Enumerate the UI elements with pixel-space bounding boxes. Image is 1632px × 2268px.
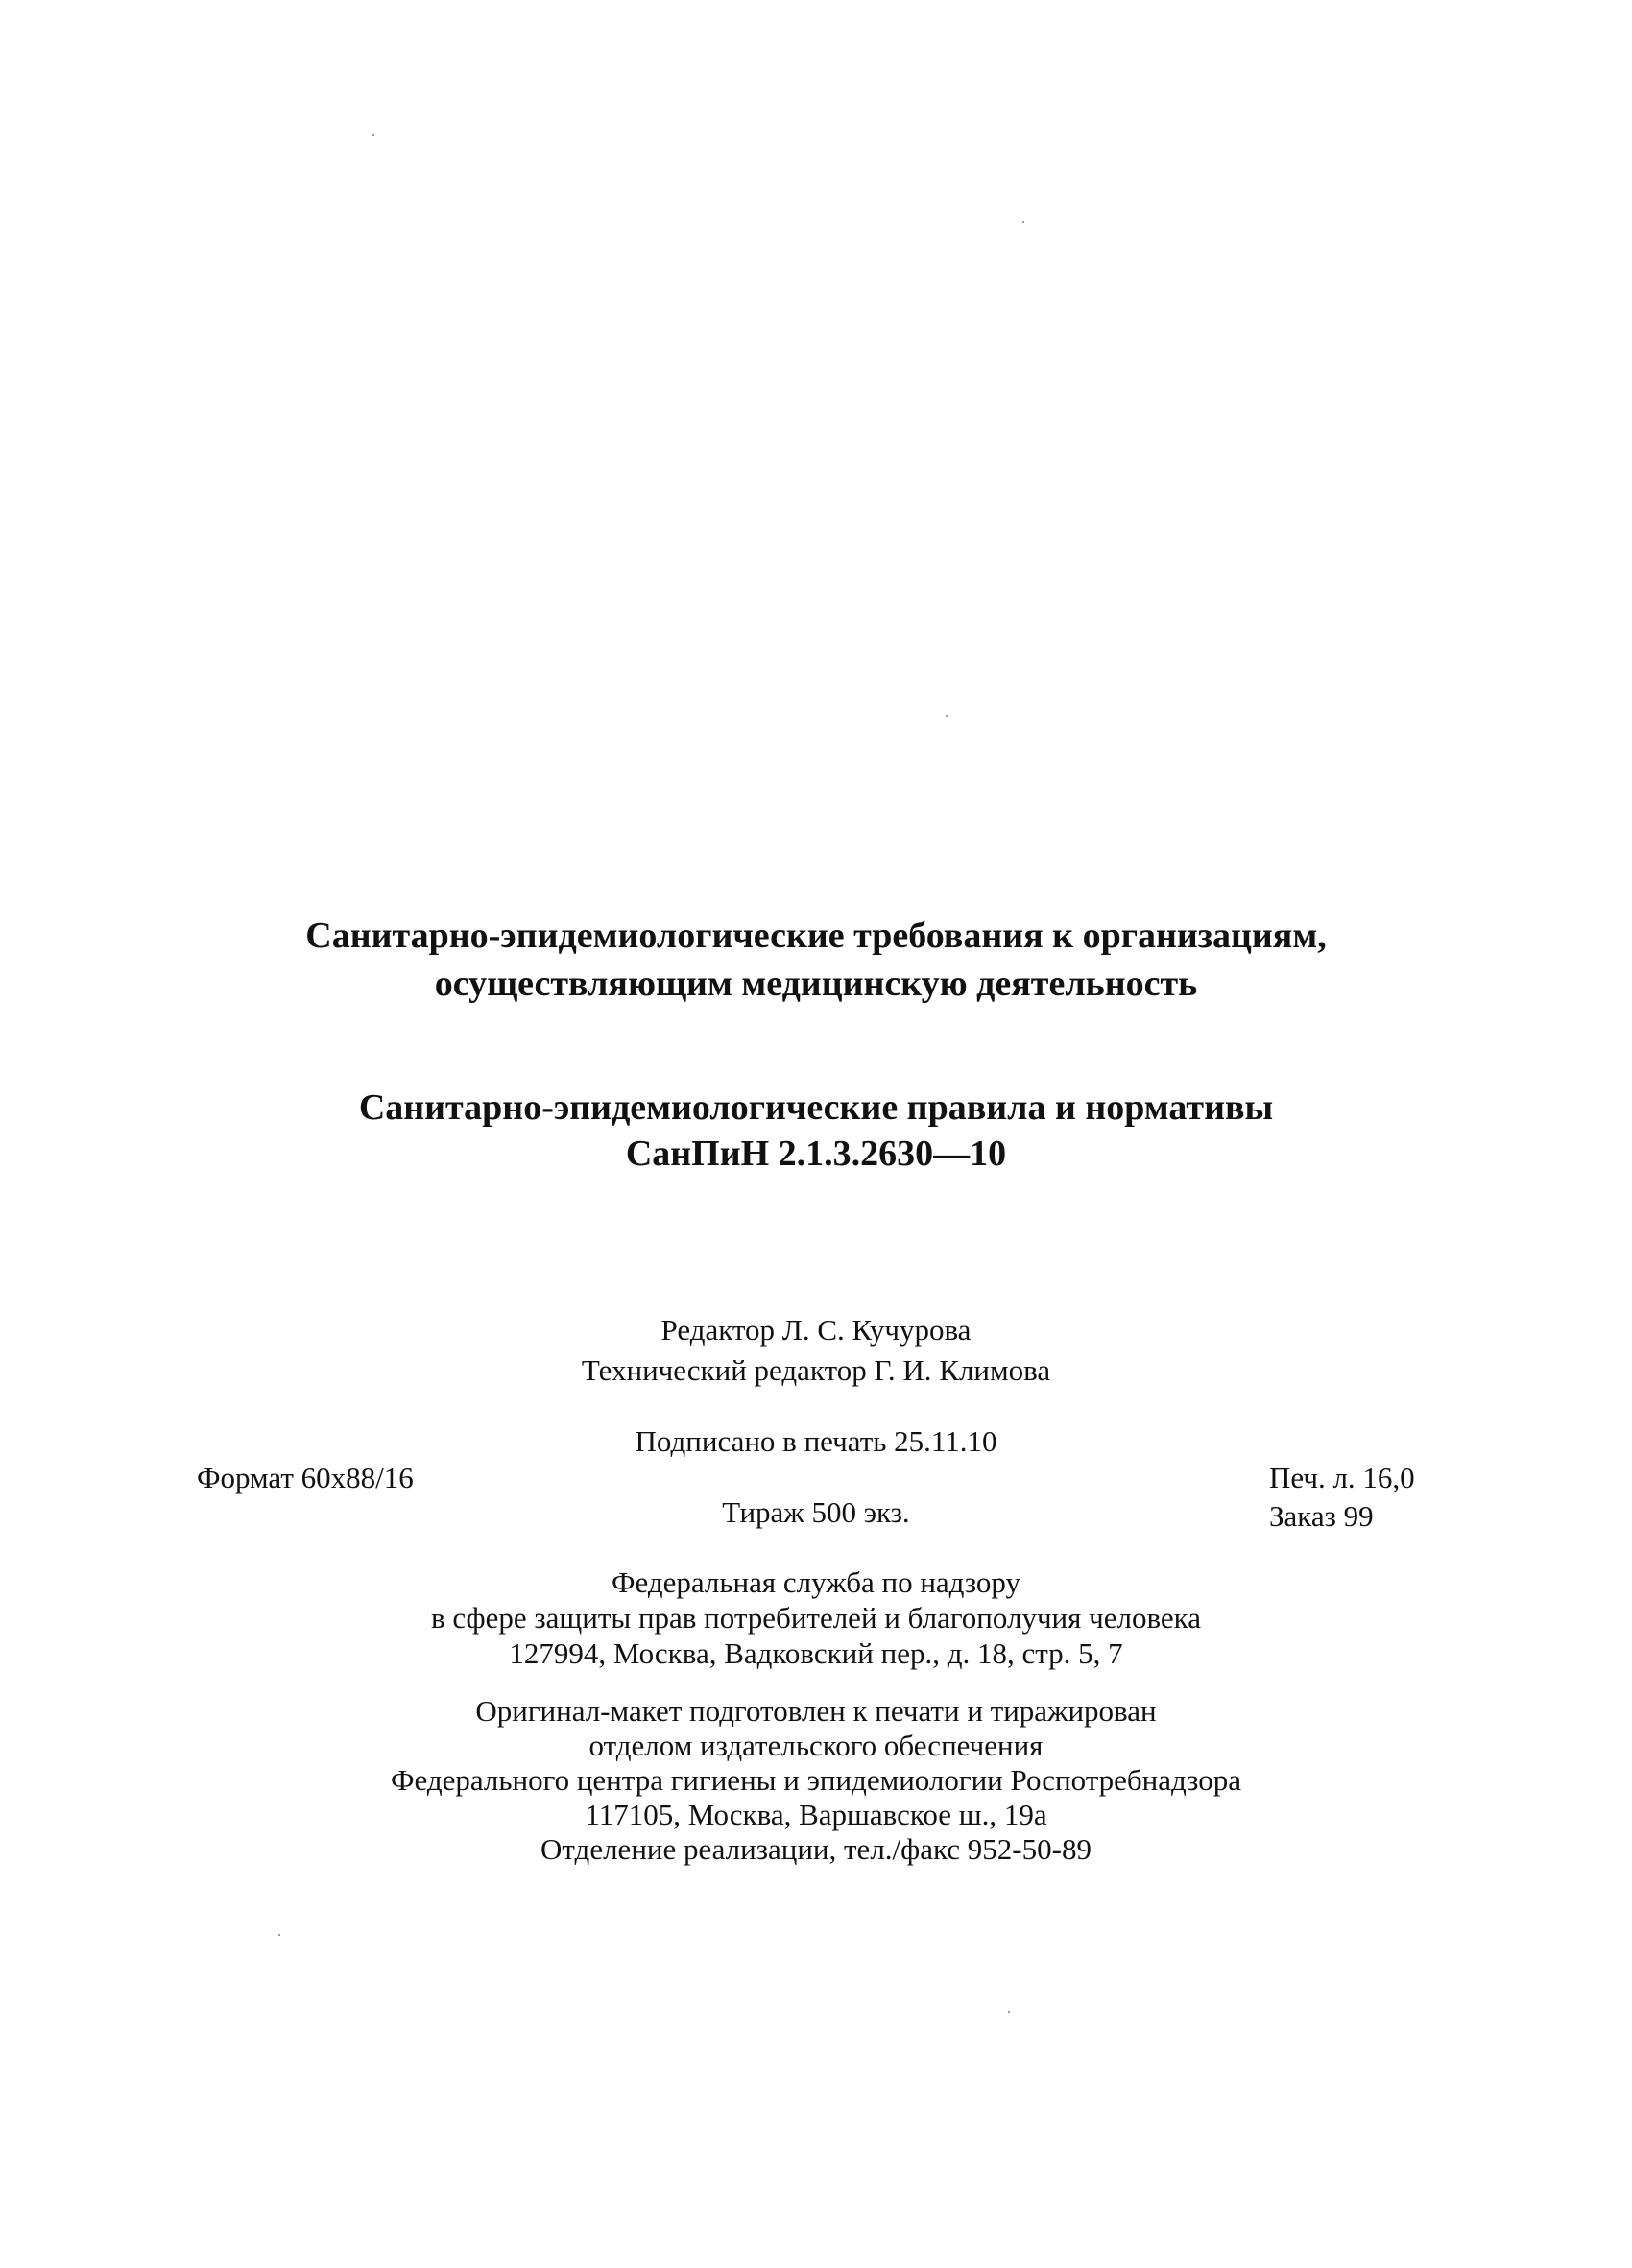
sales-department-contact: Отделение реализации, тел./факс 952-50-89 [540,1832,1092,1866]
original-layout-address: 117105, Москва, Варшавское ш., 19а [585,1798,1047,1831]
original-layout-line-2: отделом издательского обеспечения [588,1729,1044,1762]
original-layout-line-1: Оригинал-макет подготовлен к печати и тиражирован [475,1694,1157,1728]
rules-code: СанПиН 2.1.3.2630—10 [625,1134,1007,1174]
publisher-line-2: в сфере защиты прав потребителей и благополучия человека [430,1601,1202,1635]
credits-block [0,1310,1632,1391]
original-layout-line-3: Федерального центра гигиены и эпидемиологии Роспотребнадзора [391,1763,1241,1797]
original-layout-block [0,1694,1632,1867]
signed-for-print [0,1422,1632,1461]
scan-speck [278,1934,280,1936]
print-run [0,1493,1632,1532]
publisher-block [0,1564,1632,1671]
signed-date: Подписано в печать 25.11.10 [635,1424,997,1458]
rules-title-line-1: Санитарно-эпидемиологические правила и нормативы [358,1087,1274,1128]
printed-sheets: Печ. л. 16,0 [1269,1461,1415,1494]
scan-speck [1008,2011,1010,2013]
publisher-address: 127994, Москва, Вадковский пер., д. 18, стр. 5, 7 [509,1636,1123,1670]
scan-speck [1022,221,1024,223]
document-title-line-2: осуществляющим медицинскую деятельность [434,964,1198,1004]
publisher-line-1: Федеральная служба по надзору [612,1565,1020,1599]
editor-credit: Редактор Л. С. Кучурова [660,1313,972,1347]
print-run-text: Тираж 500 экз. [722,1495,910,1529]
document-title [0,912,1632,1008]
paper-format: Формат 60x88/16 [197,1461,414,1494]
order-number: Заказ 99 [1269,1499,1374,1533]
tech-editor-credit: Технический редактор Г. И. Климова [581,1353,1051,1387]
scan-speck [372,134,374,136]
document-title-line-1: Санитарно-эпидемиологические требования к организациям, [305,916,1327,956]
rules-title [0,1085,1632,1177]
scan-speck [946,715,948,717]
